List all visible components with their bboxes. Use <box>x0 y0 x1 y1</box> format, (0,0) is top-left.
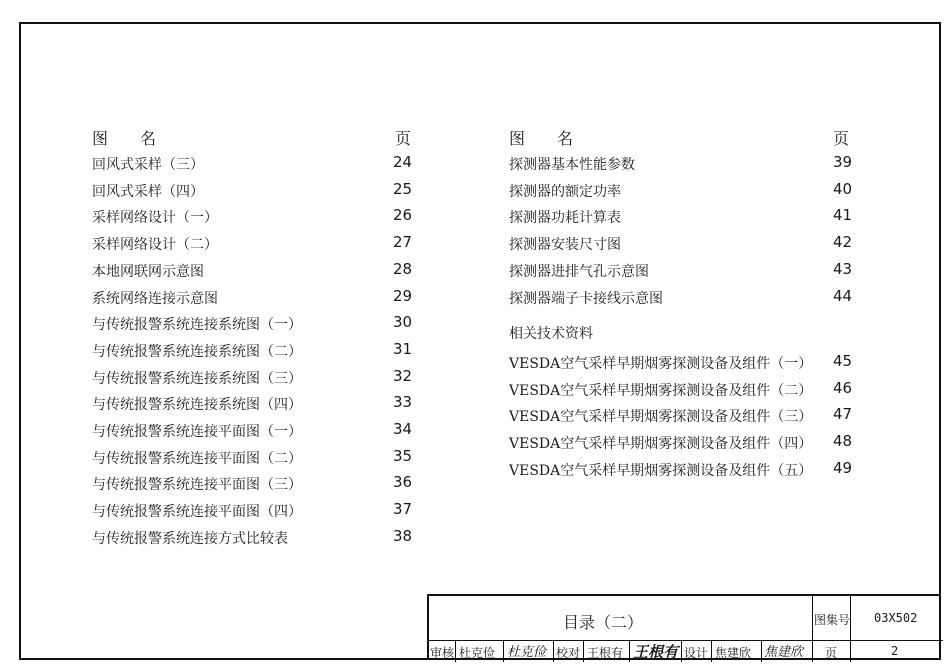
index-entry-page: 45 <box>833 352 853 370</box>
index-entry-page: 41 <box>833 206 853 225</box>
title-block <box>427 594 941 660</box>
check-name: 王根有 <box>587 646 624 660</box>
index-entry-page: 33 <box>393 393 413 412</box>
index-entry-title: VESDA空气采样早期烟雾探测设备及组件（五） <box>509 462 813 479</box>
index-entry-page: 25 <box>393 179 413 198</box>
index-entry-page: 38 <box>393 526 413 545</box>
index-entry-page: 48 <box>833 432 853 451</box>
index-entry-page: 46 <box>833 378 853 397</box>
check-label: 校对 <box>556 646 581 660</box>
index-entry-title: VESDA空气采样早期烟雾探测设备及组件（一） <box>509 356 813 372</box>
atlas-number: 03X502 <box>874 611 918 625</box>
index-entry-title: 回风式采样（四） <box>92 183 204 200</box>
review-signature: 杜克俭 <box>507 645 547 660</box>
index-entry-title: VESDA空气采样早期烟雾探测设备及组件（二） <box>509 382 813 399</box>
index-entry-page: 31 <box>393 339 413 358</box>
index-entry-title: 与传统报警系统连接平面图（一） <box>92 424 302 440</box>
index-entry-page: 28 <box>393 259 413 278</box>
index-entry-page: 26 <box>393 206 413 225</box>
index-entry-title: 采样网络设计（一） <box>92 210 218 227</box>
design-label: 设计 <box>684 646 709 660</box>
index-entry-title: 与传统报警系统连接系统图（二） <box>92 343 302 360</box>
sheet-title: 目录（二） <box>563 613 644 632</box>
index-entry-page: 43 <box>833 259 853 278</box>
index-entry-page: 40 <box>833 179 853 198</box>
index-entry-title: 与传统报警系统连接系统图（一） <box>92 317 302 334</box>
index-entry-title: 采样网络设计（二） <box>92 237 218 254</box>
index-entry-title: 与传统报警系统连接平面图（四） <box>92 504 302 521</box>
index-entry-page: 37 <box>393 500 413 519</box>
review-name: 杜克俭 <box>459 646 496 660</box>
index-entry-title: 探测器基本性能参数 <box>509 157 635 173</box>
section-title: 相关技术资料 <box>509 326 593 342</box>
design-signature: 焦建欣 <box>764 645 804 660</box>
page-label: 页 <box>825 646 838 660</box>
index-entry-title: 探测器进排气孔示意图 <box>509 263 649 280</box>
index-entry-title: 回风式采样（三） <box>92 157 204 173</box>
index-entry-title: VESDA空气采样早期烟雾探测设备及组件（三） <box>509 409 813 426</box>
check-signature: 王根有 <box>633 643 679 661</box>
index-entry-title: 与传统报警系统连接系统图（四） <box>92 397 302 414</box>
index-entry-page: 44 <box>833 286 853 305</box>
index-entry-page: 39 <box>833 153 853 171</box>
index-entry-page: 49 <box>833 458 853 477</box>
index-entry-title: 与传统报警系统连接平面图（三） <box>92 477 302 494</box>
right-header-page: 页 <box>833 129 850 148</box>
index-entry-page: 36 <box>393 473 413 492</box>
design-name: 焦建欣 <box>715 646 752 660</box>
index-entry-title: 与传统报警系统连接系统图（三） <box>92 370 302 387</box>
index-entry-page: 24 <box>393 153 413 171</box>
index-entry-title: 本地网联网示意图 <box>92 263 204 280</box>
page-number: 2 <box>891 644 899 658</box>
index-entry-title: VESDA空气采样早期烟雾探测设备及组件（四） <box>509 436 813 453</box>
index-entry-title: 系统网络连接示意图 <box>92 290 218 307</box>
left-header-page: 页 <box>395 129 412 148</box>
index-entry-page: 29 <box>393 286 413 305</box>
index-entry-title: 探测器端子卡接线示意图 <box>509 290 663 307</box>
atlas-label: 图集号 <box>814 613 851 627</box>
right-header-name: 图 名 <box>509 129 574 148</box>
index-entry-page: 42 <box>833 233 853 252</box>
left-header-name: 图 名 <box>92 129 157 148</box>
index-entry-page: 47 <box>833 405 853 424</box>
review-label: 审核 <box>430 646 455 660</box>
index-entry-page: 30 <box>393 313 413 332</box>
index-entry-page: 34 <box>393 420 413 438</box>
index-entry-title: 探测器安装尺寸图 <box>509 237 621 254</box>
index-entry-page: 27 <box>393 233 413 252</box>
index-entry-page: 35 <box>393 446 413 465</box>
index-entry-title: 与传统报警系统连接平面图（二） <box>92 450 302 467</box>
index-entry-title: 与传统报警系统连接方式比较表 <box>92 530 288 547</box>
index-entry-page: 32 <box>393 366 413 385</box>
index-entry-title: 探测器的额定功率 <box>509 183 621 200</box>
index-entry-title: 探测器功耗计算表 <box>509 210 621 227</box>
